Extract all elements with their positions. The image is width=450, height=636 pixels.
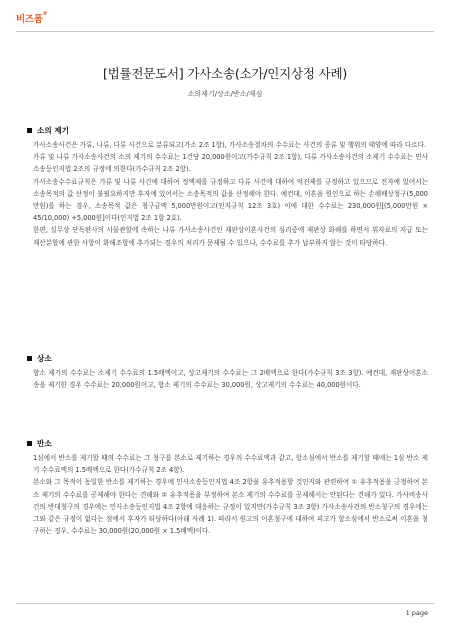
paragraph: 한편, 실무상 단독판사의 사물관할에 속하는 나류 가사소송사건인 재판상이혼사건의 심리중에 재판상 화해를 하면서 위자료의 지급 또는 재산분할에 관한 사항이 화해조항에 추가되는 경우의 처리가 문제될 수 있으나, 수수료를 추가 납부하지 않는 것이 타당하다.	[33, 226, 428, 247]
header-divider	[16, 31, 434, 32]
page-number: 1 page	[405, 609, 428, 617]
bullet-square-icon	[27, 441, 32, 446]
section-heading: 반소	[27, 438, 428, 449]
paragraph: 본소와 그 목적이 동일한 반소를 제기하는 경우에 민사소송등인지법 4조 2항을 유추적용할 것인지와 관련하여 ① 유추적용을 긍정하여 본소 제기의 수수료를 공제해야 한다는 견해와 ② 유추적용을 부정하여 본소 제기의 수수료를 공제해서는 안된다는 견해가 있다. 가사비송사건의 반대청구의 경우에는 민사소송등인지법 4조 2항에 대응하는 규정이 있지만(가수규칙 3조 3항) 가사소송사건의 반소청구의 경우에는 그와 같은 규정이 없다는 점에서 후자가 타당하다(아래 사례 1). 따라서 원고의 이혼청구에 대하여 피고가 항소심에서 반소로써 이혼을 청구하는 경우, 수수료는 30,000원(20,000원 × 1.5배액)이다.	[33, 478, 428, 536]
section-heading: 소의 제기	[27, 125, 428, 136]
section-heading: 상소	[27, 353, 428, 364]
document-subtitle: 소의제기/상소/반소/재심	[187, 90, 263, 98]
paragraph: 가사소송사건은 가류, 나류, 다류 사건으로 분류되고(가소 2조 1항), 가사소송절차의 수수료는 사건의 종류 및 행위의 태양에 따라 다르다.	[33, 141, 427, 149]
document-title: [법률전문도서] 가사소송(소가/인지상정 사례)	[102, 66, 348, 81]
section-lawsuit-filing	[27, 125, 428, 249]
bullet-square-icon	[27, 356, 32, 361]
footer-divider	[16, 603, 434, 604]
section-appeal	[27, 353, 428, 391]
paragraph: 가사소송수수료규칙은 가류 및 나류 사건에 대하여 정액제를 규정하고 다류 사건에 대하여 억진제를 규정하고 있으므로 전자에 있어서는 소송목적의 값 산정이 불필요하지만 후자에 있어서는 소송목적의 값을 산정해야 한다. 예컨대, 이혼을 원인으로 하는 손해배상청구(5,000만원)를 하는 경우, 소송목적 값은 청구금액 5,000만원이고(인지규칙 12조 3호) 이에 대한 수수료는 230,000원[(5,000만원 × 45/10,000) +5,000원]이다(인지법 2조 1항 2호).	[33, 177, 428, 223]
section-counterclaim	[27, 438, 428, 537]
paragraph: 항소 제기의 수수료는 소제기 수수료의 1.5배액이고, 상고제기의 수수료는 그 2배액으로 한다(가수규칙 3조 3항). 예컨대, 재판상이혼소송을 제기한 경우 수수료는 20,000원이고, 항소 제기의 수수료는 30,000원, 상고제기의 수수료는 40,000원이다.	[33, 369, 428, 390]
paragraph: 1심에서 반소를 제기할 때의 수수료는 그 청구를 본소로 제기하는 경우의 수수료액과 같고, 항소심에서 반소를 제기할 때에는 1심 반소 제기 수수료액의 1.5배액으로 한다(가수규칙 2조 4항).	[33, 454, 428, 475]
bullet-square-icon	[27, 128, 32, 133]
paragraph: 가류 및 나류 가사소송사건의 소의 제기의 수수료는 1건당 20,000원이고(가수규칙 2조 1항), 다류 가사소송사건의 소제기 수수료는 민사소송등인지법 2조의 규정에 의한다(가수규칙 2조 2항).	[33, 153, 428, 174]
brand-logo: 비즈폼®	[16, 11, 48, 25]
